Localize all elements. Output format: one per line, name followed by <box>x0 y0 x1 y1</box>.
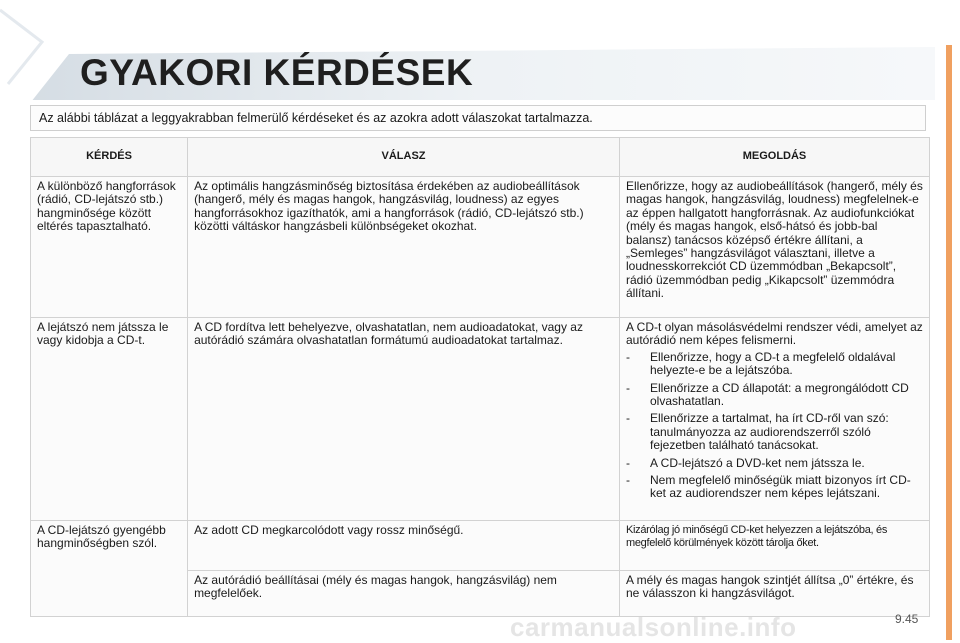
header-question: KÉRDÉS <box>31 138 188 177</box>
solution-step: - Nem megfelelő minőségük miatt bizonyos írt CD-ket az audiorendszer nem képes lejátszani. <box>626 474 925 501</box>
faq-table <box>30 137 930 617</box>
solution-cell: A mély és magas hangok szintjét állítsa „0” értékre, és ne válasszon ki hangzásvilágot. <box>619 571 929 617</box>
table-row <box>31 177 930 318</box>
page-title: GYAKORI KÉRDÉSEK <box>80 52 474 93</box>
table-header-row <box>31 138 930 177</box>
question-cell: A különböző hangforrások (rádió, CD-lejátszó stb.) hangminősége között eltérés tapasztalható. <box>31 177 188 318</box>
header-answer: VÁLASZ <box>188 138 620 177</box>
question-cell: A CD-lejátszó gyengébb hangminőségben szól. <box>31 521 188 617</box>
table-row <box>31 318 930 521</box>
page-number: 9.45 <box>895 612 919 626</box>
watermark: carmanualsonline.info <box>510 612 797 642</box>
solution-step: - Ellenőrizze a CD állapotát: a megrongálódott CD olvashatatlan. <box>626 382 925 409</box>
table-row <box>31 521 930 571</box>
solution-cell <box>619 318 929 521</box>
solution-cell: Ellenőrizze, hogy az audiobeállítások (hangerő, mély és magas hangok, hangzásvilág, loudness) megfelelnek-e az éppen hallgatott hangforrásnak. Az audiofunkciókat (mély és magas hangok, első-hátsó és jobb-bal balansz) tanácsos középső értékre állítani, a „Semleges” hangzásvilágot választani, illetve a loudnesskorrekciót CD üzemmódban „Bekapcsolt”, rádió üzemmódban pedig „Kikapcsolt” üzemmódra állítani. <box>619 177 929 318</box>
answer-cell: A CD fordítva lett behelyezve, olvashatatlan, nem audioadatokat, vagy az autórádió számára olvashatatlan formátumú audioadatokat tartalmaz. <box>188 318 620 521</box>
solution-step: - A CD-lejátszó a DVD-ket nem játssza le. <box>626 457 925 470</box>
answer-cell: Az adott CD megkarcolódott vagy rossz minőségű. <box>188 521 620 571</box>
answer-cell: Az autórádió beállításai (mély és magas hangok, hangzásvilág) nem megfelelőek. <box>188 571 620 617</box>
accent-strip <box>946 45 952 640</box>
intro-text: Az alábbi táblázat a leggyakrabban felmerülő kérdéseket és az azokra adott válaszokat tartalmazza. <box>30 105 926 131</box>
solution-steps <box>626 351 925 501</box>
solution-cell: Kizárólag jó minőségű CD-ket helyezzen a lejátszóba, és megfelelő körülmények között tárolja őket. <box>619 521 929 571</box>
solution-step: - Ellenőrizze, hogy a CD-t a megfelelő oldalával helyezte-e be a lejátszóba. <box>626 351 925 378</box>
answer-cell: Az optimális hangzásminőség biztosítása érdekében az audiobeállítások (hangerő, mély és magas hangok, hangzásvilág, loudness) az egyes hangforrásokhoz igazíthatók, ami a hangforrások (rádió, CD-lejátszó stb.) közötti váltáskor hangzásbeli különbségeket okozhat. <box>188 177 620 318</box>
solution-step: - Ellenőrizze a tartalmat, ha írt CD-ről van szó: tanulmányozza az audiorendszerről szóló fejezetben található tanácsokat. <box>626 412 925 452</box>
solution-lead: A CD-t olyan másolásvédelmi rendszer védi, amelyet az autórádió nem képes felismerni. <box>625 320 923 348</box>
question-cell: A lejátszó nem játssza le vagy kidobja a CD-t. <box>31 318 188 521</box>
header-solution: MEGOLDÁS <box>619 138 929 177</box>
